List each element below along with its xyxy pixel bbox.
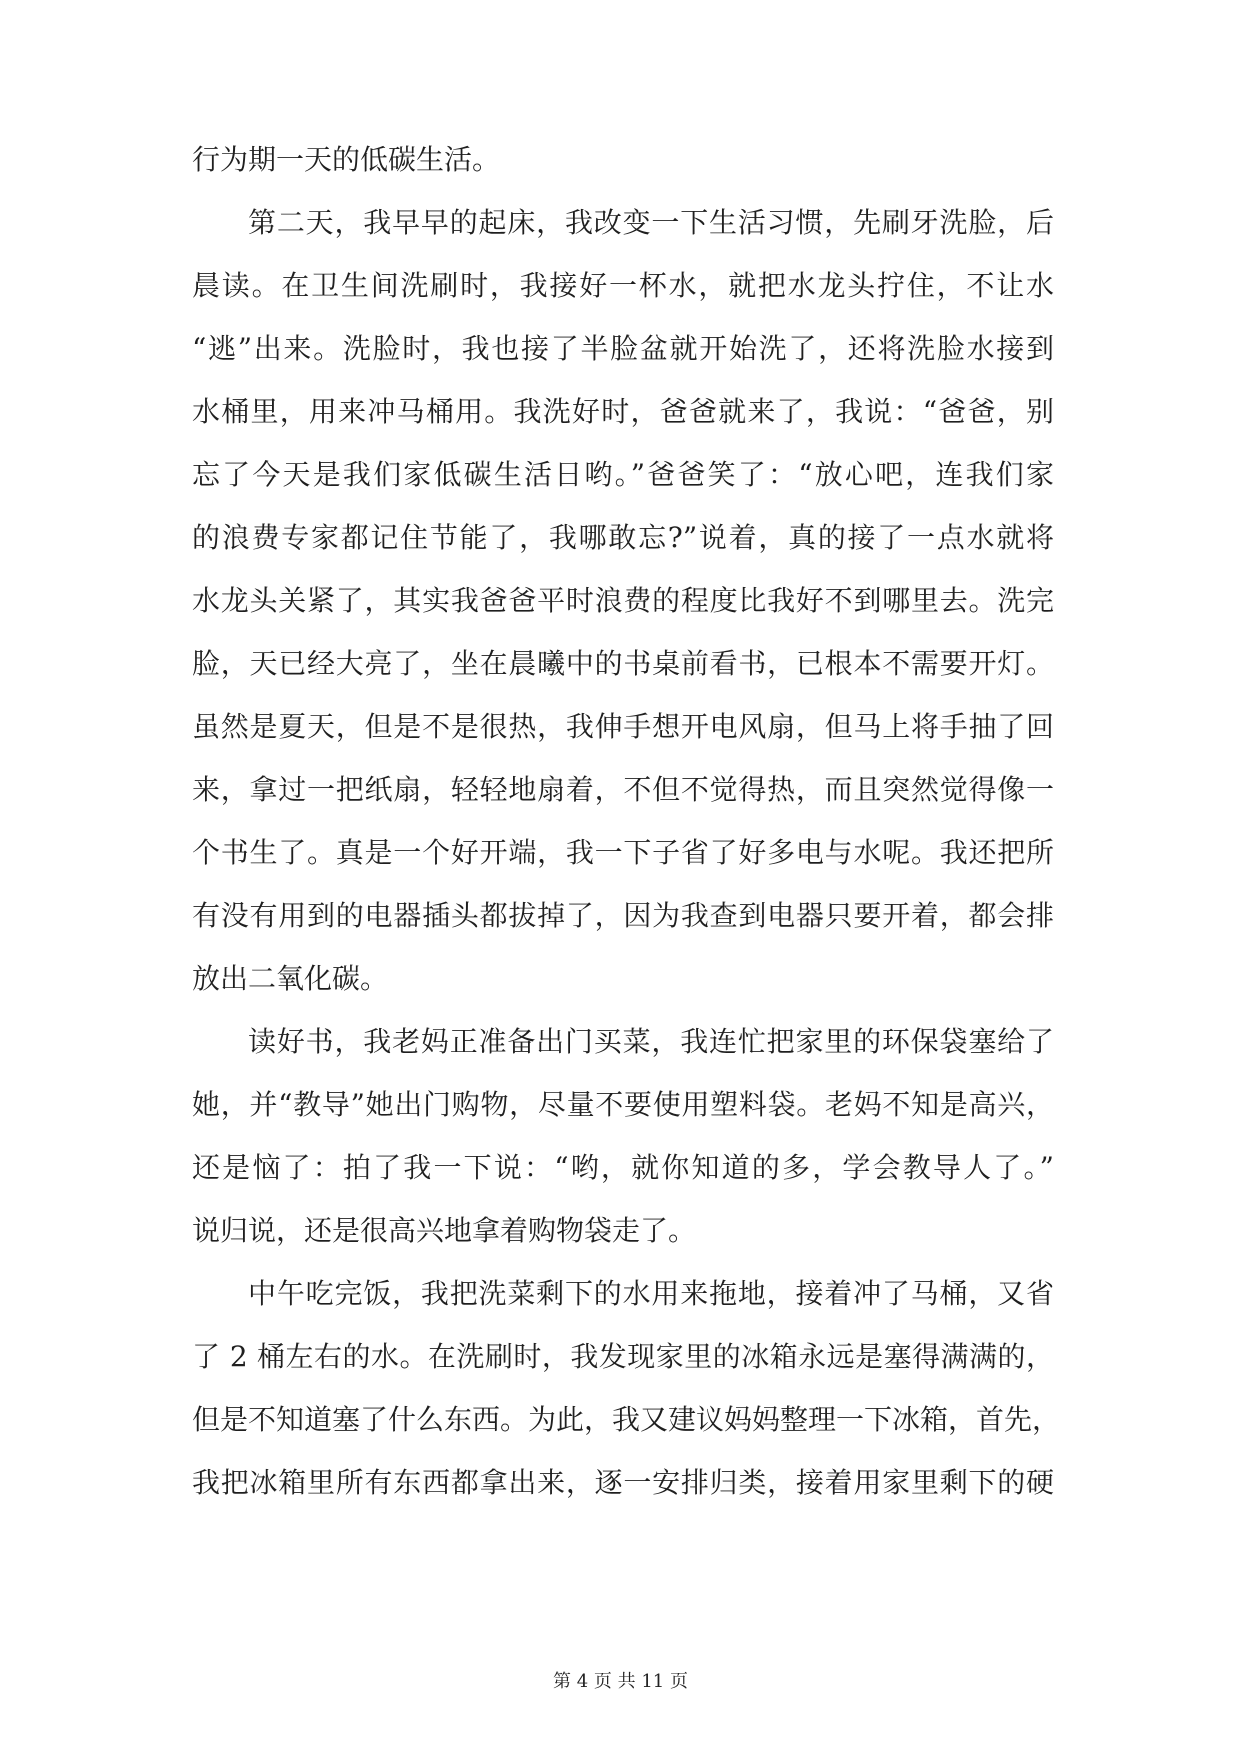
paragraph-line: 读好书，我老妈正准备出门买菜，我连忙把家里的环保袋塞给了 [248,1025,1054,1058]
paragraph-line: 还是恼了：拍了我一下说：“哟，就你知道的多，学会教导人了。” [192,1151,1054,1184]
paragraph-line: 晨读。在卫生间洗刷时，我接好一杯水，就把水龙头拧住，不让水 [192,269,1054,302]
paragraph-line: 有没有用到的电器插头都拔掉了，因为我查到电器只要开着，都会排 [192,899,1054,932]
paragraph-line: 她，并“教导”她出门购物，尽量不要使用塑料袋。老妈不知是高兴， [192,1088,1054,1121]
paragraph-line: 第二天，我早早的起床，我改变一下生活习惯，先刷牙洗脸，后 [248,206,1054,239]
paragraph-line: 的浪费专家都记住节能了，我哪敢忘?”说着，真的接了一点水就将 [192,521,1054,554]
paragraph-line: 水龙头关紧了，其实我爸爸平时浪费的程度比我好不到哪里去。洗完 [192,584,1054,617]
paragraph-line: 脸，天已经大亮了，坐在晨曦中的书桌前看书，已根本不需要开灯。 [192,647,1054,680]
paragraph-line: “逃”出来。洗脸时，我也接了半脸盆就开始洗了，还将洗脸水接到 [192,332,1054,365]
paragraph-line: 说归说，还是很高兴地拿着购物袋走了。 [192,1214,697,1247]
paragraph-line: 我把冰箱里所有东西都拿出来，逐一安排归类，接着用家里剩下的硬 [192,1466,1054,1499]
paragraph-line: 但是不知道塞了什么东西。为此，我又建议妈妈整理一下冰箱，首先， [192,1403,1061,1436]
paragraph-line: 来，拿过一把纸扇，轻轻地扇着，不但不觉得热，而且突然觉得像一 [192,773,1054,806]
paragraph-line: 虽然是夏天，但是不是很热，我伸手想开电风扇，但马上将手抽了回 [192,710,1054,743]
paragraph-line: 个书生了。真是一个好开端，我一下子省了好多电与水呢。我还把所 [192,836,1054,869]
page-number-footer: 第 4 页 共 11 页 [553,1671,688,1692]
paragraph-line: 中午吃完饭，我把洗菜剩下的水用来拖地，接着冲了马桶，又省 [248,1277,1054,1310]
paragraph-line: 放出二氧化碳。 [192,962,389,995]
paragraph-line: 水桶里，用来冲马桶用。我洗好时，爸爸就来了，我说：“爸爸，别 [192,395,1054,428]
paragraph-line: 行为期一天的低碳生活。 [192,143,501,176]
paragraph-line: 了 2 桶左右的水。在洗刷时，我发现家里的冰箱永远是塞得满满的， [192,1340,1054,1373]
paragraph-line: 忘了今天是我们家低碳生活日哟。”爸爸笑了：“放心吧，连我们家 [192,458,1054,491]
